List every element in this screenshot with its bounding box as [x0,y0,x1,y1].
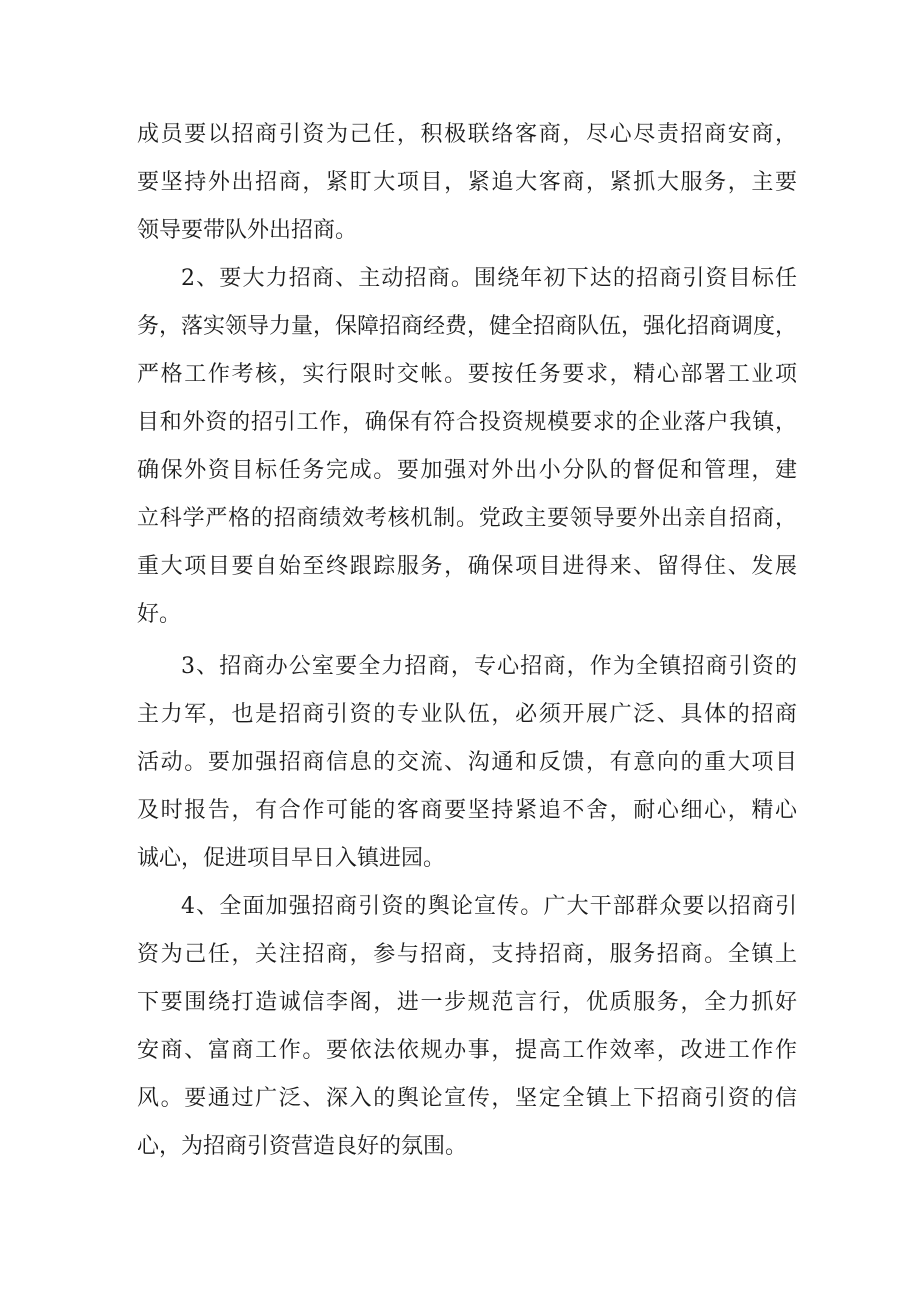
paragraph-1 [137,111,797,255]
text-line: 立科学严格的招商绩效考核机制。党政主要领导要外出亲自招商， [137,506,797,531]
text-line: 风。要通过广泛、深入的舆论宣传，坚定全镇上下招商引资的信 [137,1086,797,1111]
text-line: 要坚持外出招商，紧盯大项目，紧追大客商，紧抓大服务，主要 [137,170,797,195]
text-line: 目和外资的招引工作，确保有符合投资规模要求的企业落户我镇， [137,410,797,435]
paragraph-2 [137,255,797,639]
paragraph-4 [137,883,797,1171]
text-line: 成员要以招商引资为己任，积极联络客商，尽心尽责招商安商， [137,122,797,147]
text-line: 确保外资目标任务完成。要加强对外出小分队的督促和管理，建 [137,458,797,483]
text-line: 3、招商办公室要全力招商，专心招商，作为全镇招商引资的 [181,654,797,679]
paragraph-3 [137,643,797,883]
text-line: 活动。要加强招商信息的交流、沟通和反馈，有意向的重大项目 [137,750,797,775]
text-line: 严格工作考核，实行限时交帐。要按任务要求，精心部署工业项 [137,362,797,387]
text-line: 2、要大力招商、主动招商。围绕年初下达的招商引资目标任 [181,266,797,291]
text-line: 4、全面加强招商引资的舆论宣传。广大干部群众要以招商引 [181,894,797,919]
text-line: 安商、富商工作。要依法依规办事，提高工作效率，改进工作作 [137,1038,797,1063]
text-line: 主力军，也是招商引资的专业队伍，必须开展广泛、具体的招商 [137,702,797,727]
text-line: 务，落实领导力量，保障招商经费，健全招商队伍，强化招商调度， [137,314,798,339]
text-line: 好。 [137,602,182,627]
text-line: 心，为招商引资营造良好的氛围。 [137,1134,468,1159]
text-line: 及时报告，有合作可能的客商要坚持紧追不舍，耐心细心，精心 [137,798,797,823]
text-line: 下要围绕打造诚信李阁，进一步规范言行，优质服务，全力抓好 [137,990,797,1015]
text-line: 诚心，促进项目早日入镇进园。 [137,846,446,871]
text-line: 领导要带队外出招商。 [137,218,358,243]
text-line: 资为己任，关注招商，参与招商，支持招商，服务招商。全镇上 [137,942,797,967]
text-line: 重大项目要自始至终跟踪服务，确保项目进得来、留得住、发展 [137,554,797,579]
